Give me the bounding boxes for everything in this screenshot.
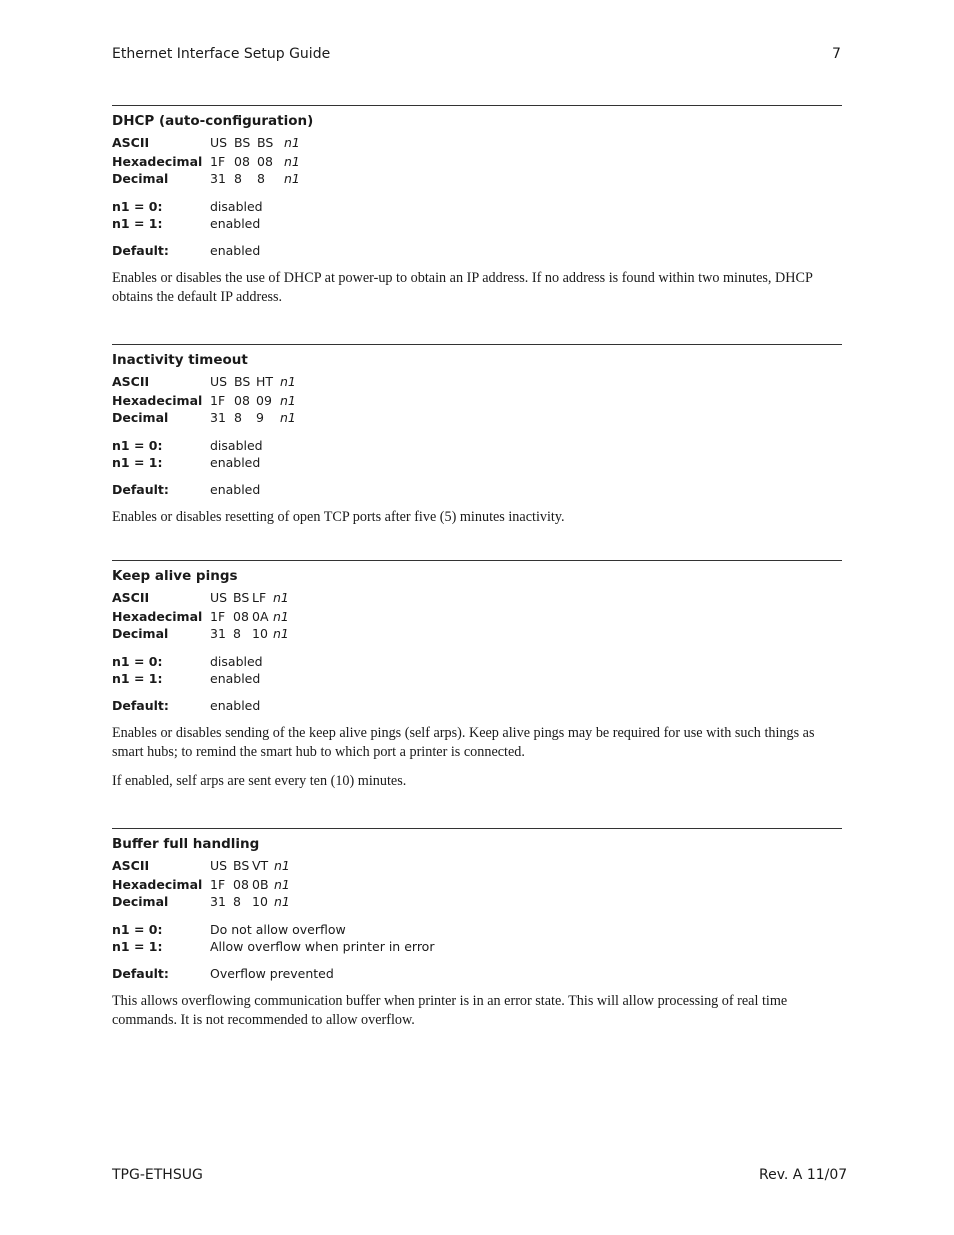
section-divider — [112, 105, 842, 106]
code: 31 — [210, 626, 226, 641]
section-inactivity-timeout — [112, 344, 842, 527]
code-param: n1 — [284, 135, 300, 150]
code: US — [210, 858, 228, 873]
default-value: enabled — [210, 697, 261, 713]
ascii-label: ASCII — [112, 374, 150, 389]
default-label: Default: — [112, 242, 169, 258]
code-param: n1 — [280, 392, 296, 408]
section-dhcp — [112, 105, 842, 307]
code: BS — [257, 135, 274, 150]
decimal-row — [112, 625, 842, 643]
default-value: enabled — [210, 481, 261, 497]
code: 9 — [256, 410, 264, 425]
code: 08 — [233, 876, 249, 892]
decimal-codes — [210, 893, 290, 911]
n1-0-row — [112, 653, 842, 671]
n1-1-value: enabled — [210, 455, 261, 470]
decimal-label: Decimal — [112, 171, 169, 186]
hex-label: Hexadecimal — [112, 876, 203, 892]
n1-0-label: n1 = 0: — [112, 921, 163, 937]
code: 1F — [210, 392, 226, 408]
section-title: Buffer full handling — [112, 836, 260, 852]
n1-0-value: Do not allow overflow — [210, 921, 346, 937]
description-paragraph: Enables or disables sending of the keep alive pings (self arps). Keep alive pings may be required for use with such things as smart hubs; to remind the smart hub to which port a printer is connected. — [112, 725, 815, 760]
code-param: n1 — [273, 608, 289, 624]
ascii-label: ASCII — [112, 590, 150, 605]
code: 8 — [257, 171, 265, 186]
code-param: n1 — [274, 876, 290, 892]
code: US — [210, 135, 228, 150]
footer-revision: Rev. A 11/07 — [759, 1167, 848, 1183]
n1-0-value: disabled — [210, 653, 263, 669]
hex-row — [112, 608, 842, 626]
decimal-row — [112, 409, 842, 427]
n1-1-value: enabled — [210, 671, 261, 686]
code-param: n1 — [284, 153, 300, 169]
n1-0-row — [112, 198, 842, 216]
code: 8 — [233, 626, 241, 641]
code: BS — [233, 858, 250, 873]
decimal-row — [112, 170, 842, 188]
ascii-row — [112, 589, 842, 607]
code-param: n1 — [274, 858, 290, 873]
n1-0-value: disabled — [210, 198, 263, 214]
code: BS — [234, 135, 251, 150]
code: 1F — [210, 876, 226, 892]
code: 1F — [210, 608, 226, 624]
decimal-label: Decimal — [112, 894, 169, 909]
code: BS — [233, 590, 250, 605]
footer-doc-id: TPG-ETHSUG — [112, 1167, 203, 1183]
default-value: enabled — [210, 242, 261, 258]
hex-label: Hexadecimal — [112, 392, 203, 408]
n1-1-value: Allow overflow when printer in error — [210, 939, 435, 954]
ascii-row — [112, 373, 842, 391]
default-row — [112, 697, 842, 715]
default-row — [112, 965, 842, 983]
section-title: DHCP (auto-configuration) — [112, 113, 314, 129]
ascii-codes — [210, 857, 290, 875]
default-label: Default: — [112, 697, 169, 713]
hex-codes — [210, 608, 289, 626]
code: 08 — [233, 608, 249, 624]
description-paragraph: Enables or disables the use of DHCP at power-up to obtain an IP address. If no address is found within two minutes, DHCP obtains the default IP address. — [112, 270, 813, 305]
decimal-row — [112, 893, 842, 911]
n1-1-row — [112, 454, 842, 472]
default-row — [112, 481, 842, 499]
n1-0-label: n1 = 0: — [112, 198, 163, 214]
ascii-codes — [210, 134, 300, 152]
code: 31 — [210, 410, 226, 425]
code: 10 — [252, 626, 268, 641]
code: 09 — [256, 392, 272, 408]
code-param: n1 — [273, 590, 289, 605]
section-divider — [112, 828, 842, 829]
code: 31 — [210, 171, 226, 186]
section-divider — [112, 560, 842, 561]
n1-1-value: enabled — [210, 216, 261, 231]
n1-1-label: n1 = 1: — [112, 671, 163, 686]
description-paragraph: This allows overflowing communication buffer when printer is in an error state. This will allow processing of real time commands. It is not recommended to allow overflow. — [112, 993, 788, 1028]
ascii-codes — [210, 373, 296, 391]
section-title: Keep alive pings — [112, 568, 238, 584]
code: BS — [234, 374, 251, 389]
hex-row — [112, 876, 842, 894]
default-row — [112, 242, 842, 260]
code: VT — [252, 858, 269, 873]
code-param: n1 — [284, 171, 300, 186]
page-header-title: Ethernet Interface Setup Guide — [112, 46, 331, 62]
n1-1-label: n1 = 1: — [112, 455, 163, 470]
code: 31 — [210, 894, 226, 909]
decimal-label: Decimal — [112, 410, 169, 425]
n1-0-label: n1 = 0: — [112, 437, 163, 453]
decimal-label: Decimal — [112, 626, 169, 641]
ascii-row — [112, 134, 842, 152]
code-param: n1 — [273, 626, 289, 641]
code: US — [210, 374, 228, 389]
hex-row — [112, 153, 842, 171]
code: HT — [256, 374, 274, 389]
section-buffer-full-handling — [112, 828, 842, 1030]
code: 0B — [252, 876, 269, 892]
n1-1-label: n1 = 1: — [112, 216, 163, 231]
code: 0A — [252, 608, 269, 624]
hex-codes — [210, 153, 300, 171]
ascii-label: ASCII — [112, 858, 150, 873]
n1-0-value: disabled — [210, 437, 263, 453]
section-title: Inactivity timeout — [112, 352, 248, 368]
default-value: Overflow prevented — [210, 965, 334, 981]
ascii-row — [112, 857, 842, 875]
default-label: Default: — [112, 965, 169, 981]
code-param: n1 — [280, 410, 296, 425]
code: 8 — [234, 410, 242, 425]
code: 10 — [252, 894, 268, 909]
hex-label: Hexadecimal — [112, 608, 203, 624]
n1-1-row — [112, 215, 842, 233]
section-keep-alive-pings — [112, 560, 842, 791]
decimal-codes — [210, 625, 289, 643]
hex-codes — [210, 392, 296, 410]
code: 08 — [234, 153, 250, 169]
page-number: 7 — [832, 46, 841, 62]
description-paragraph: If enabled, self arps are sent every ten (10) minutes. — [112, 773, 407, 789]
hex-codes — [210, 876, 290, 894]
n1-0-row — [112, 921, 842, 939]
n1-1-label: n1 = 1: — [112, 939, 163, 954]
hex-label: Hexadecimal — [112, 153, 203, 169]
code: 08 — [257, 153, 273, 169]
hex-row — [112, 392, 842, 410]
code: 1F — [210, 153, 226, 169]
code-param: n1 — [274, 894, 290, 909]
n1-1-row — [112, 670, 842, 688]
code: 8 — [233, 894, 241, 909]
code: LF — [252, 590, 267, 605]
code: 08 — [234, 392, 250, 408]
n1-0-label: n1 = 0: — [112, 653, 163, 669]
description-paragraph: Enables or disables resetting of open TCP ports after five (5) minutes inactivity. — [112, 509, 565, 525]
ascii-codes — [210, 589, 289, 607]
code: 8 — [234, 171, 242, 186]
decimal-codes — [210, 409, 296, 427]
section-divider — [112, 344, 842, 345]
ascii-label: ASCII — [112, 135, 150, 150]
default-label: Default: — [112, 481, 169, 497]
code-param: n1 — [280, 374, 296, 389]
n1-1-row — [112, 938, 842, 956]
decimal-codes — [210, 170, 300, 188]
n1-0-row — [112, 437, 842, 455]
code: US — [210, 590, 228, 605]
